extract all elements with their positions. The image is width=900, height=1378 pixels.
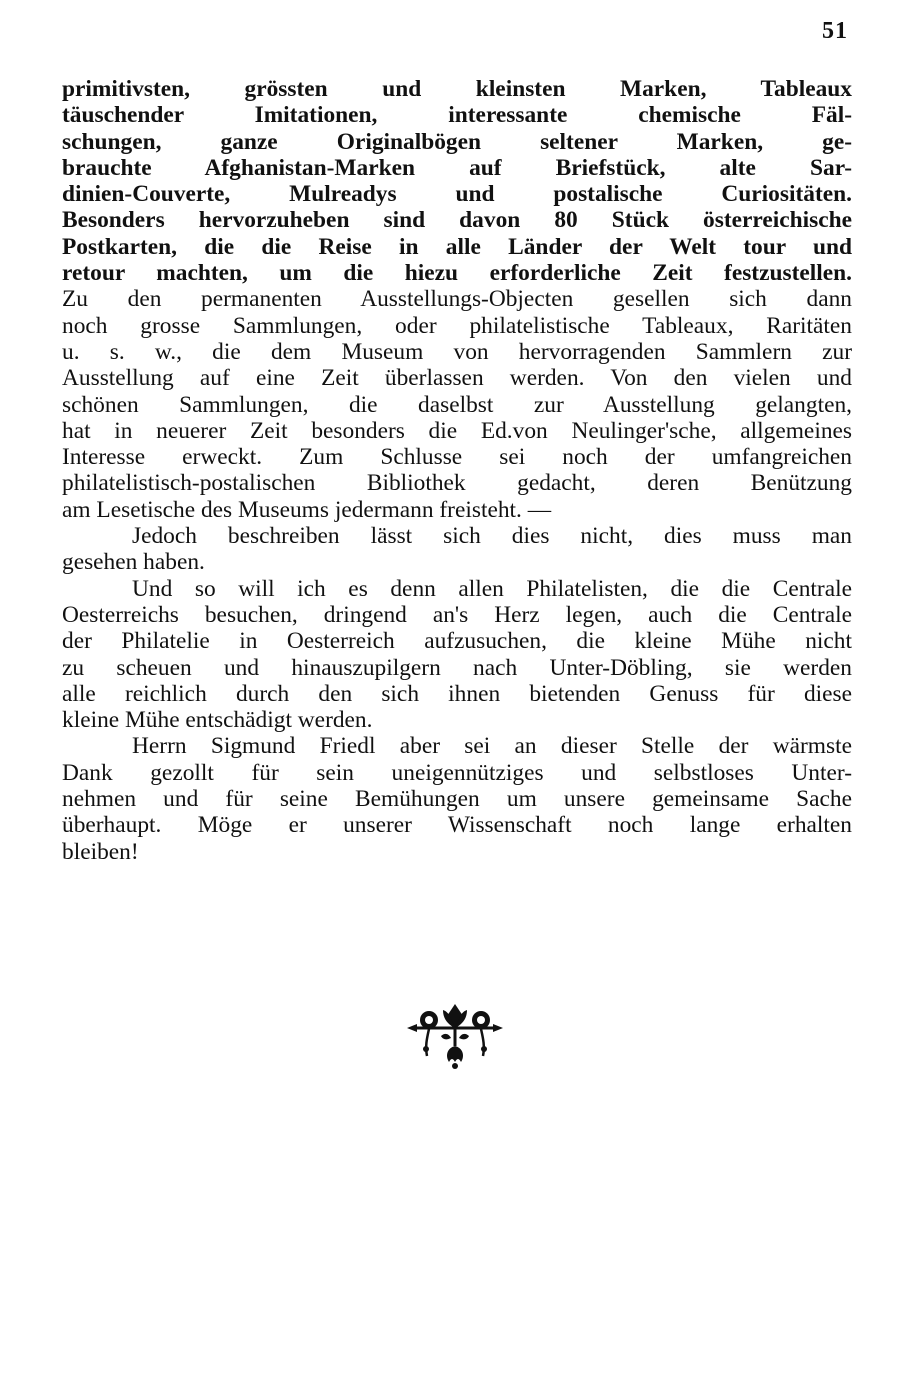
text-line: dinien-Couverte, Mulreadys und postalische Curiositäten. <box>62 181 852 208</box>
text-line: überhaupt. Möge er unserer Wissenschaft noch lange erhalten <box>62 812 852 839</box>
text-line: Postkarten, die die Reise in alle Länder der Welt tour und <box>62 233 852 260</box>
paragraph-1 <box>62 76 852 523</box>
text-line: nehmen und für seine Bemühungen um unsere gemeinsame Sache <box>62 786 852 813</box>
text-line: primitivsten, grössten und kleinsten Marken, Tableaux <box>62 76 852 102</box>
text-line: Herrn Sigmund Friedl aber sei an dieser Stelle der wärmste <box>132 733 852 760</box>
text-line: Jedoch beschreiben lässt sich dies nicht, dies muss man <box>132 523 852 550</box>
text-line: Zu den permanenten Ausstellungs-Objecten gesellen sich dann <box>62 286 852 313</box>
text-line: brauchte Afghanistan-Marken auf Briefstück, alte Sar- <box>62 154 852 181</box>
text-line: Und so will ich es denn allen Philatelisten, die die Centrale <box>132 575 852 602</box>
body-text <box>62 76 852 865</box>
text-line: philatelistisch-postalischen Bibliothek gedacht, deren Benützung <box>62 470 852 497</box>
text-line: kleine Mühe entschädigt werden. <box>62 707 373 734</box>
text-line: alle reichlich durch den sich ihnen bietenden Genuss für diese <box>62 680 852 707</box>
text-line: Dank gezollt für sein uneigennütziges und selbstloses Unter- <box>62 759 852 786</box>
page-number: 51 <box>822 18 848 44</box>
text-line: zu scheuen und hinauszupilgern nach Unter-Döbling, sie werden <box>62 654 852 681</box>
floral-vignette-icon <box>405 1002 505 1070</box>
text-line: schönen Sammlungen, die daselbst zur Ausstellung gelangten, <box>62 391 852 418</box>
paragraph-4 <box>62 733 852 864</box>
text-line: hat in neuerer Zeit besonders die Ed.von Neulinger'sche, allgemeines <box>62 417 852 444</box>
text-line: bleiben! <box>62 838 139 865</box>
text-line: Ausstellung auf eine Zeit überlassen werden. Von den vielen und <box>62 365 852 392</box>
text-line: gesehen haben. <box>62 549 205 576</box>
text-line: schungen, ganze Originalbögen seltener Marken, ge- <box>62 128 852 155</box>
text-line: täuschender Imitationen, interessante chemische Fäl- <box>62 102 852 129</box>
paragraph-3 <box>62 576 852 734</box>
text-line: retour machten, um die hiezu erforderliche Zeit festzustellen. <box>62 260 852 287</box>
text-line: am Lesetische des Museums jedermann freisteht. — <box>62 496 552 523</box>
text-line: Interesse erweckt. Zum Schlusse sei noch der umfangreichen <box>62 444 852 471</box>
text-line: der Philatelie in Oesterreich aufzusuchen, die kleine Mühe nicht <box>62 628 852 655</box>
paragraph-2 <box>62 523 852 576</box>
text-line: u. s. w., die dem Museum von hervorragenden Sammlern zur <box>62 338 852 365</box>
text-line: Besonders hervorzuheben sind davon 80 Stück österreichische <box>62 207 852 234</box>
text-line: Oesterreichs besuchen, dringend an's Herz legen, auch die Centrale <box>62 601 852 628</box>
text-line: noch grosse Sammlungen, oder philatelistische Tableaux, Raritäten <box>62 312 852 339</box>
